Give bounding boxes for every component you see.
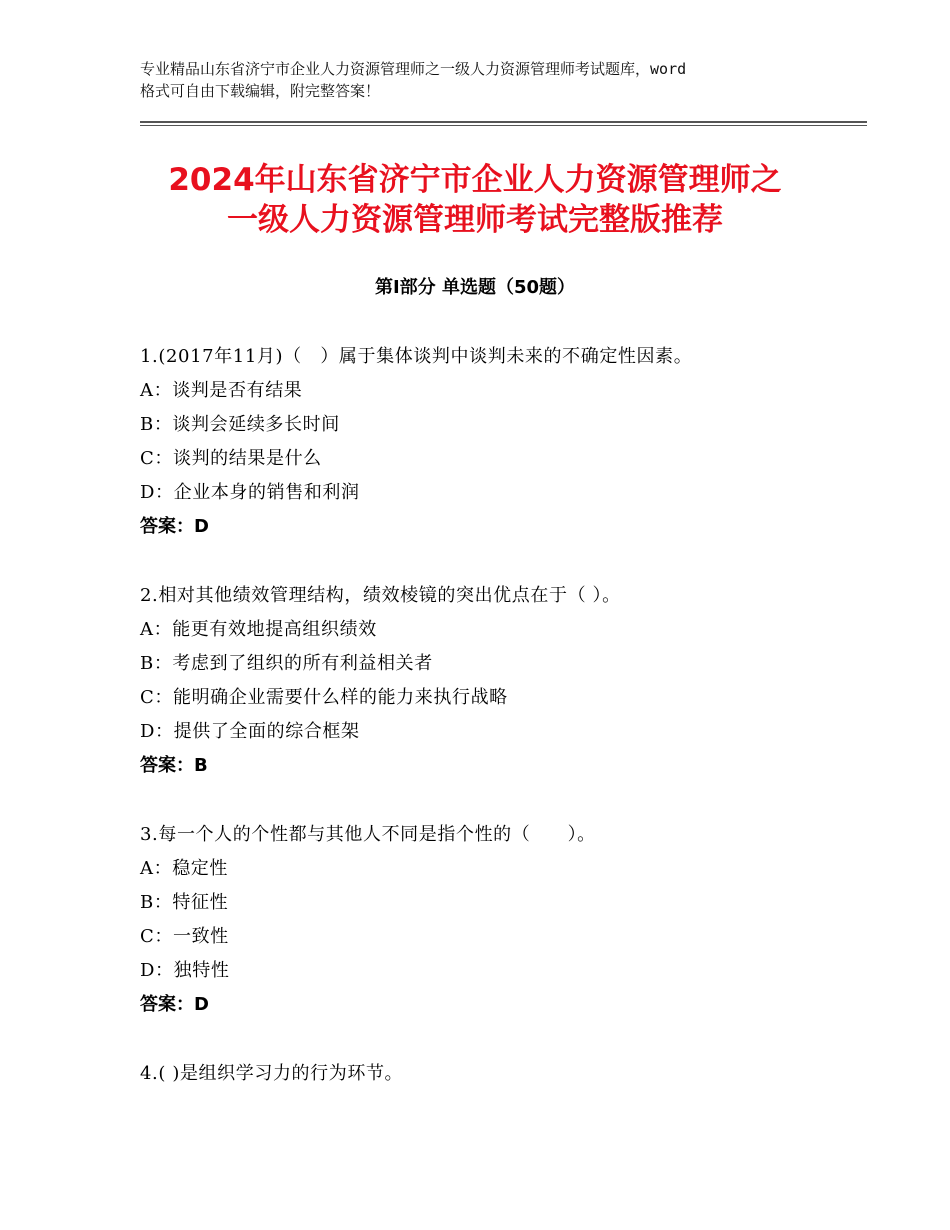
- header-note-line-1: 专业精品山东省济宁市企业人力资源管理师之一级人力资源管理师考试题库，word: [140, 60, 687, 78]
- header-note-line-2: 格式可自由下载编辑，附完整答案！: [140, 82, 381, 100]
- option-a: A：谈判是否有结果: [140, 380, 303, 401]
- option-b: B：特征性: [140, 892, 229, 913]
- option-a: A：能更有效地提高组织绩效: [140, 619, 377, 640]
- question-stem: 1.(2017年11月)（ ）属于集体谈判中谈判未来的不确定性因素。: [140, 346, 693, 367]
- header-divider-thin: [140, 125, 867, 126]
- answer-label: 答案：B: [140, 755, 208, 776]
- option-a: A：稳定性: [140, 858, 228, 879]
- question-3: [140, 818, 880, 1022]
- answer-label: 答案：D: [140, 994, 209, 1015]
- question-stem: 3.每一个人的个性都与其他人不同是指个性的（ ）。: [140, 824, 596, 845]
- question-stem: 4.( )是组织学习力的行为环节。: [140, 1063, 404, 1084]
- option-c: C：谈判的结果是什么: [140, 448, 322, 469]
- question-1: [140, 340, 880, 544]
- question-stem: 2.相对其他绩效管理结构，绩效棱镜的突出优点在于（ ）。: [140, 585, 621, 606]
- answer-label: 答案：D: [140, 516, 209, 537]
- option-b: B：考虑到了组织的所有利益相关者: [140, 653, 433, 674]
- document-title: [110, 160, 840, 240]
- section-heading: 第Ⅰ部分 单选题（50题）: [374, 277, 575, 298]
- header-divider-thick: [140, 121, 867, 123]
- document-title-line-2: 一级人力资源管理师考试完整版推荐: [227, 202, 723, 238]
- document-title-line-1: 2024年山东省济宁市企业人力资源管理师之: [168, 162, 782, 198]
- question-2: [140, 579, 880, 783]
- option-d: D：独特性: [140, 960, 230, 981]
- option-d: D：提供了全面的综合框架: [140, 721, 360, 742]
- question-4: [140, 1057, 880, 1091]
- option-b: B：谈判会延续多长时间: [140, 414, 340, 435]
- option-d: D：企业本身的销售和利润: [140, 482, 360, 503]
- option-c: C：一致性: [140, 926, 229, 947]
- header-note: [140, 58, 830, 102]
- option-c: C：能明确企业需要什么样的能力来执行战略: [140, 687, 508, 708]
